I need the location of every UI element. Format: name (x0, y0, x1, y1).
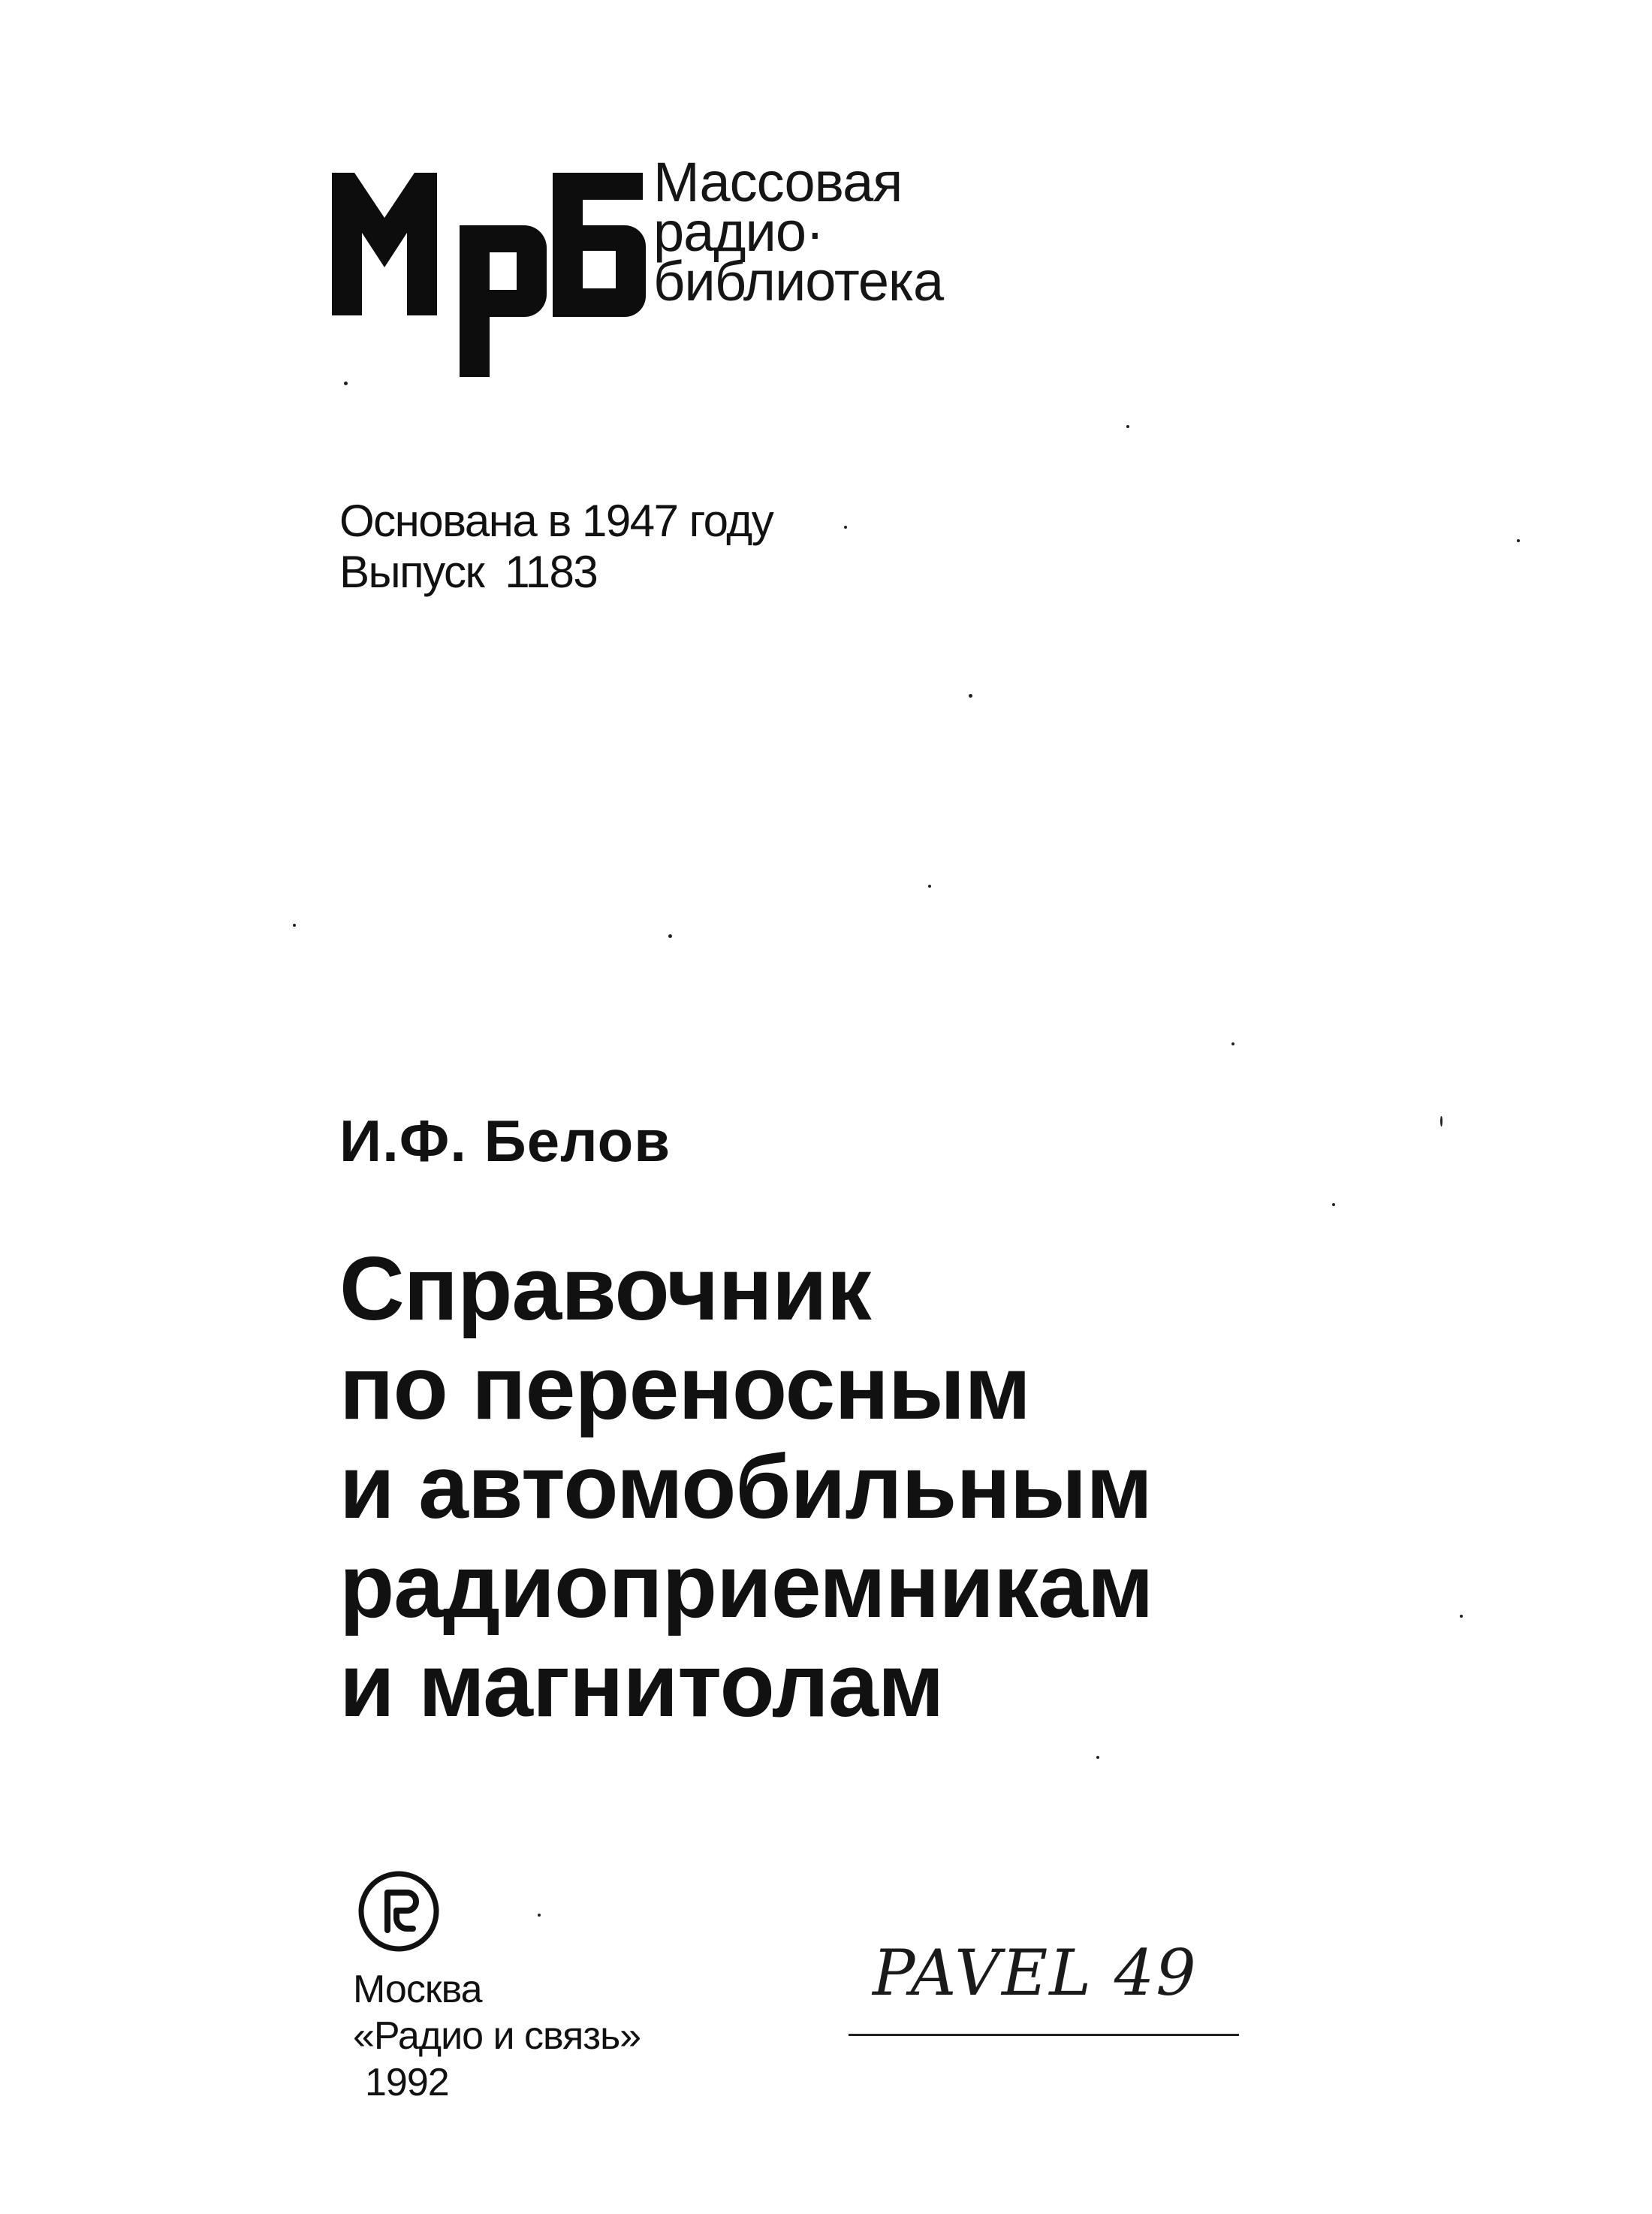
scan-speck (293, 924, 296, 927)
scan-speck (1126, 425, 1129, 428)
issue-label: Выпуск (339, 547, 484, 597)
scan-speck (538, 1914, 541, 1917)
title-line-1: Справочник (339, 1238, 871, 1339)
series-name-line-1: Массовая (653, 151, 903, 213)
scan-speck (344, 382, 348, 385)
series-name (653, 151, 944, 312)
imprint (353, 1966, 641, 2106)
imprint-publisher: «Радио и связь» (353, 2014, 641, 2058)
scan-speck (1460, 1615, 1463, 1618)
series-name-line-3: библиотека (653, 250, 944, 312)
title-line-4: радиоприемникам (339, 1536, 1153, 1636)
series-founded: Основана в 1947 году (339, 496, 773, 546)
series-info (339, 496, 773, 598)
series-issue (339, 547, 773, 598)
issue-number: 1183 (505, 547, 598, 597)
imprint-year: 1992 (365, 2061, 449, 2104)
scan-speck (844, 526, 847, 529)
title-line-3: и автомобильным (339, 1437, 1153, 1537)
publisher-logo-icon (357, 1870, 440, 1953)
scan-speck (1440, 1116, 1442, 1127)
scan-speck (1096, 1756, 1099, 1759)
stamp-underline (849, 2034, 1239, 2036)
scan-speck (928, 885, 931, 888)
series-name-line-2: радио· (653, 201, 824, 263)
imprint-city: Москва (353, 1968, 482, 2011)
title-line-5: и магнитолам (339, 1635, 944, 1736)
scan-speck (1231, 1042, 1234, 1045)
scan-speck (969, 694, 972, 698)
book-title (339, 1239, 1153, 1735)
scan-speck (1332, 1203, 1335, 1206)
title-line-2: по переносным (339, 1338, 1031, 1438)
scan-speck (668, 934, 672, 938)
scan-speck (1517, 539, 1520, 542)
owner-stamp: PAVEL 49 (873, 1936, 1198, 2010)
series-logo-icon (327, 161, 650, 383)
author-name: И.Ф. Белов (339, 1108, 671, 1174)
